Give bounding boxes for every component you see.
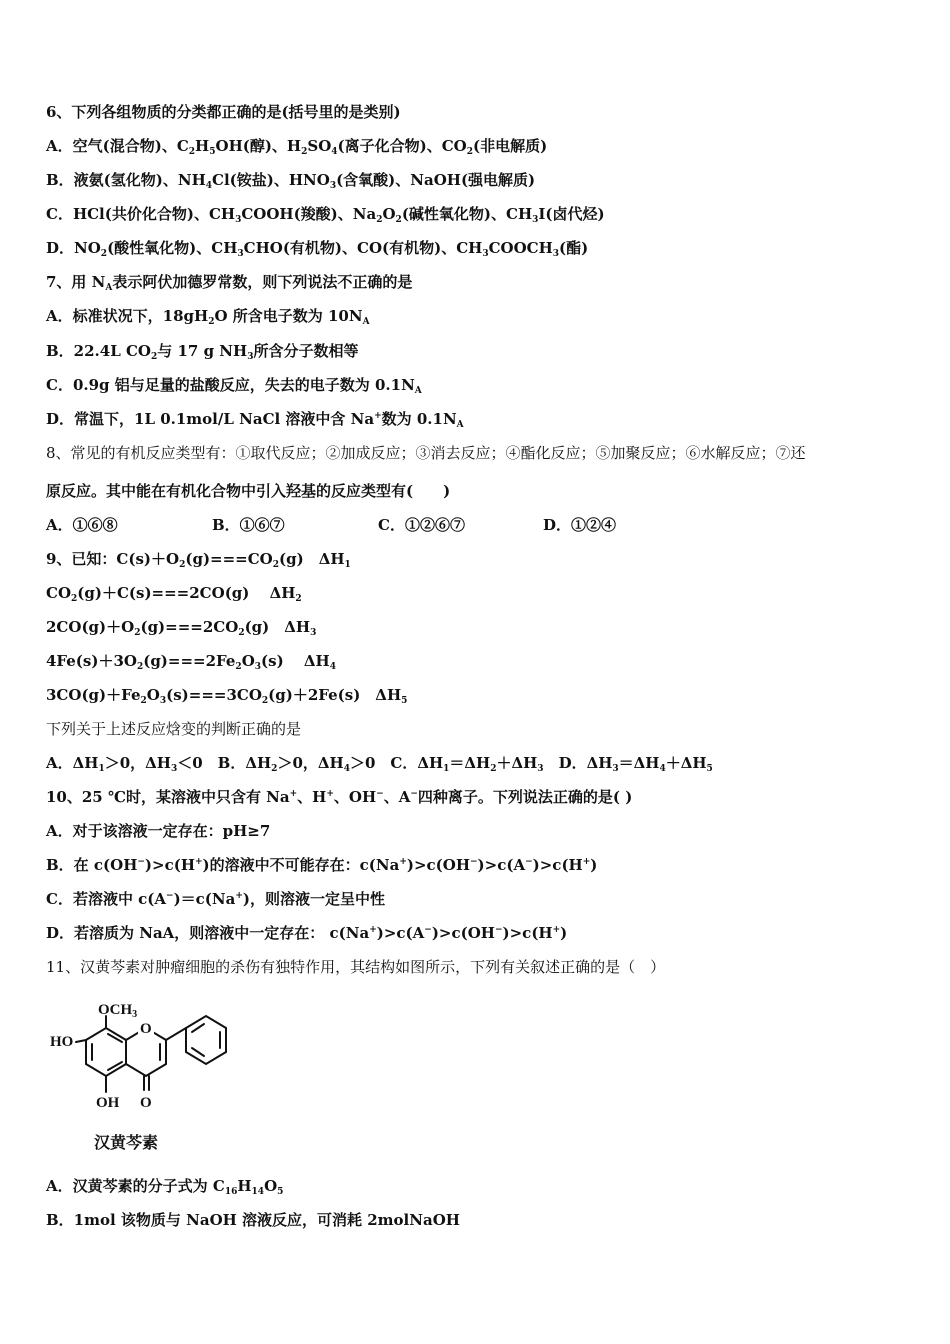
q10-option-c: C．若溶液中 c(A−)＝c(Na+)，则溶液一定呈中性 bbox=[46, 890, 385, 908]
q7-option-a: A．标准状况下，$18gH_2O$ 所含电子数为 $10N_A$ bbox=[46, 307, 370, 327]
q10-option-d: D．若溶质为 NaA，则溶液中一定存在： c(Na+)>c(A−)>c(OH−)>c(H+) bbox=[46, 924, 568, 942]
q9-reaction-5: $3CO(g)+Fe_2O_3(s)===3CO_2(g)+2Fe(s)$ $\Delta H_5$ bbox=[46, 686, 408, 706]
q8-option-a: A．①⑥⑧ bbox=[46, 516, 118, 534]
q8-stem-line2: 原反应。其中能在有机化合物中引入羟基的反应类型有( ) bbox=[46, 482, 451, 500]
carbonyl-oxygen-label: O bbox=[140, 1095, 152, 1111]
ring-b-double-bond bbox=[192, 1024, 204, 1032]
q6-option-c: C．HCl(共价化合物)、$CH_3COOH$(羧酸)、$Na_2O_2$(碱性氧化物)、$CH_3I$(卤代烃) bbox=[46, 205, 605, 225]
q8-stem-line1: 8、常见的有机反应类型有：①取代反应；②加成反应；③消去反应；④酯化反应；⑤加聚反应；⑥水解反应；⑦还 bbox=[46, 444, 806, 462]
figure-caption: 汉黄芩素 bbox=[94, 1133, 159, 1152]
q7-option-b: B．22.4L $CO_2$与 17 g $NH_3$所含分子数相等 bbox=[46, 342, 359, 362]
q10-option-a: A．对于该溶液一定存在：pH≥7 bbox=[46, 822, 271, 840]
ring-b-double-bond bbox=[192, 1048, 204, 1056]
q9-reaction-4: $4Fe(s)+3O_2(g)===2Fe_2O_3(s)$ $\Delta H_4$ bbox=[46, 652, 336, 672]
q9-stem: 9、已知：$C(s)+O_2(g)===CO_2(g)$ $\Delta H_1$ bbox=[46, 550, 351, 570]
ring-oxygen-label: O bbox=[140, 1021, 152, 1037]
phenyl-link-bond bbox=[166, 1028, 186, 1040]
q8-option-d: D．①②④ bbox=[543, 516, 617, 534]
ho-label: HO bbox=[50, 1034, 74, 1050]
q6-option-a: A．空气(混合物)、$C_2H_5OH$(醇)、$H_2SO_4$(离子化合物)、$CO_2$(非电解质) bbox=[46, 137, 548, 157]
q10-stem: 10、25 ℃时，某溶液中只含有 Na+、H+、OH−、A−四种离子。下列说法正确的是( ) bbox=[46, 788, 633, 806]
q9-reaction-2: $CO_2(g)+C(s)===2CO(g)$ $\Delta H_2$ bbox=[46, 584, 302, 604]
q9-options: A．$\Delta H_1>0$，$\Delta H_3<0$ B．$\Delta H_2>0$，$\Delta H_4>0$ C．$\Delta H_1=\Delta H_2+\Delta H_3$ D．$\Delta H_3=\Delta H_4+\Delta H_5$ bbox=[46, 754, 713, 774]
hydroxyl-bond bbox=[76, 1040, 86, 1042]
q6-stem: 6、下列各组物质的分类都正确的是(括号里的是类别) bbox=[46, 103, 401, 121]
q8-option-c: C．①②⑥⑦ bbox=[378, 516, 465, 534]
q6-option-b: B．液氨(氢化物)、$NH_4Cl$(铵盐)、$HNO_3$(含氧酸)、NaOH(强电解质) bbox=[46, 171, 536, 191]
wogonin-structure-figure bbox=[46, 1002, 246, 1162]
q11-stem: 11、汉黄芩素对肿瘤细胞的杀伤有独特作用，其结构如图所示，下列有关叙述正确的是（ ） bbox=[46, 958, 666, 976]
q7-stem: 7、用 $N_A$表示阿伏加德罗常数，则下列说法不正确的是 bbox=[46, 273, 413, 293]
q6-option-d: D．$NO_2$(酸性氧化物)、$CH_3CHO$(有机物)、CO(有机物)、$CH_3COOCH_3$(酯) bbox=[46, 239, 589, 259]
q8-option-b: B．①⑥⑦ bbox=[212, 516, 285, 534]
q11-option-b: B．1mol 该物质与 NaOH 溶液反应，可消耗 2molNaOH bbox=[46, 1211, 460, 1229]
oh-label: OH bbox=[96, 1095, 120, 1111]
q7-option-c: C．0.9g 铝与足量的盐酸反应，失去的电子数为 $0.1N_A$ bbox=[46, 376, 422, 396]
och3-label: $OCH_3$ bbox=[98, 1002, 138, 1020]
q9-reaction-3: $2CO(g)+O_2(g)===2CO_2(g)$ $\Delta H_3$ bbox=[46, 618, 317, 638]
q7-option-d: D．常温下，1L 0.1mol/L NaCl 溶液中含 Na+数为 $0.1N_A$ bbox=[46, 410, 464, 430]
q9-question: 下列关于上述反应焓变的判断正确的是 bbox=[46, 720, 302, 738]
q10-option-b: B．在 c(OH−)>c(H+)的溶液中不可能存在：c(Na+)>c(OH−)>c(A−)>c(H+) bbox=[46, 856, 598, 874]
q11-option-a: A．汉黄芩素的分子式为 $C_{16}H_{14}O_5$ bbox=[46, 1177, 284, 1197]
